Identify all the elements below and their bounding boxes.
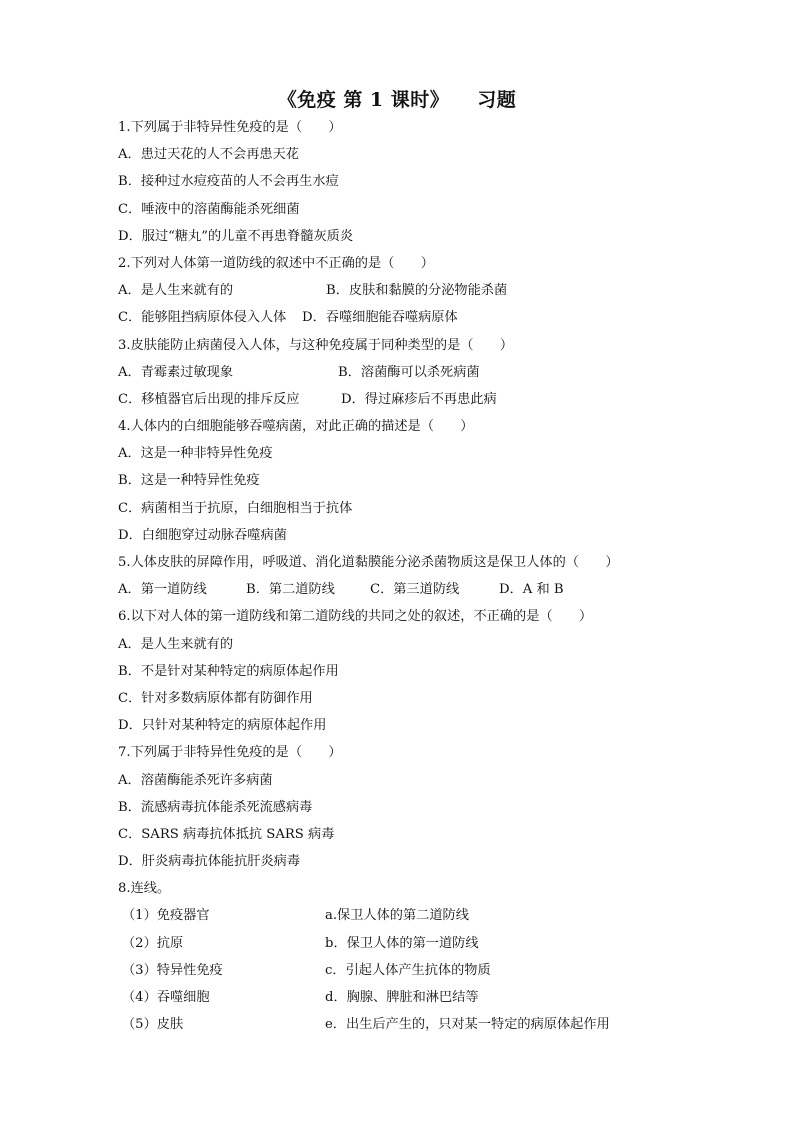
matching-description: e．出生后产生的，只对某一特定的病原体起作用	[325, 1017, 610, 1033]
question-2-stem: 2.下列对人体第一道防线的叙述中不正确的是（ ）	[118, 255, 434, 271]
question-6-option-c: C．针对多数病原体都有防御作用	[118, 690, 313, 706]
question-6-option-b: B．不是针对某种特定的病原体起作用	[118, 663, 339, 679]
matching-description: d．胸腺、脾脏和淋巴结等	[325, 990, 479, 1005]
matching-description: c．引起人体产生抗体的物质	[325, 962, 491, 978]
question-4-option-a: A．这是一种非特异性免疫	[118, 446, 273, 462]
question-2-option-c: C．能够阻挡病原体侵入人体	[118, 310, 287, 326]
matching-row	[118, 930, 678, 957]
question-5-options	[118, 576, 678, 603]
matching-description: a.保卫人体的第二道防线	[325, 908, 469, 924]
question-3-option-c: C．移植器官后出现的排斥反应	[118, 391, 300, 407]
title-main: 《免疫 第 1 课时》	[277, 89, 450, 111]
question-1-stem: 1.下列属于非特异性免疫的是（ ）	[118, 120, 342, 135]
matching-row	[118, 984, 678, 1011]
matching-term: （5）皮肤	[122, 1017, 184, 1033]
question-1-option-c: C．唾液中的溶菌酶能杀死细菌	[118, 201, 300, 217]
question-5-option-d: D．A 和 B	[499, 582, 564, 598]
matching-description: b．保卫人体的第一道防线	[325, 935, 479, 951]
matching-row	[118, 902, 678, 929]
question-3-option-b: B．溶菌酶可以杀死病菌	[338, 364, 480, 380]
question-4-option-c: C．病菌相当于抗原，白细胞相当于抗体	[118, 500, 353, 516]
question-2-option-b: B．皮肤和黏膜的分泌物能杀菌	[326, 283, 508, 299]
question-7-option-c: C．SARS 病毒抗体抵抗 SARS 病毒	[118, 826, 335, 842]
question-1-option-b: B．接种过水痘疫苗的人不会再生水痘	[118, 174, 339, 190]
question-6-stem: 6.以下对人体的第一道防线和第二道防线的共同之处的叙述，不正确的是（ ）	[118, 609, 593, 625]
matching-term: （3）特异性免疫	[122, 962, 223, 978]
page-title	[0, 85, 794, 112]
question-8-stem: 8.连线。	[118, 881, 171, 897]
question-3-options-ab	[118, 359, 678, 386]
question-4-option-b: B．这是一种特异性免疫	[118, 473, 260, 489]
question-3-stem: 3.皮肤能防止病菌侵入人体，与这种免疫属于同种类型的是（ ）	[118, 337, 514, 353]
matching-row	[118, 1011, 678, 1038]
question-7-option-b: B．流感病毒抗体能杀死流感病毒	[118, 799, 313, 815]
question-2-option-a: A．是人生来就有的	[118, 283, 234, 299]
matching-term: （2）抗原	[122, 935, 184, 951]
question-6-option-d: D．只针对某种特定的病原体起作用	[118, 718, 327, 734]
question-list	[118, 114, 678, 1038]
question-2-option-d: D．吞噬细胞能吞噬病原体	[302, 310, 458, 326]
matching-term: （4）吞噬细胞	[122, 990, 210, 1005]
question-2-options-cd	[118, 304, 678, 331]
question-5-option-b: B．第二道防线	[246, 582, 335, 598]
question-1-option-d: D．服过“糖丸”的儿童不再患脊髓灰质炎	[118, 228, 354, 244]
question-2-options-ab	[118, 277, 678, 304]
question-3-options-cd	[118, 386, 678, 413]
question-7-option-a: A．溶菌酶能杀死许多病菌	[118, 772, 273, 788]
question-3-option-a: A．青霉素过敏现象	[118, 364, 234, 380]
matching-row	[118, 957, 678, 984]
question-5-option-a: A．第一道防线	[118, 582, 207, 598]
question-7-option-d: D．肝炎病毒抗体能抗肝炎病毒	[118, 854, 301, 870]
matching-term: （1）免疫器官	[122, 908, 210, 924]
question-4-stem: 4.人体内的白细胞能够吞噬病菌，对此正确的描述是（ ）	[118, 419, 474, 435]
question-1-option-a: A．患过天花的人不会再患天花	[118, 147, 299, 163]
question-4-option-d: D．白细胞穿过动脉吞噬病菌	[118, 527, 287, 543]
question-3-option-d: D．得过麻疹后不再患此病	[341, 391, 497, 407]
question-5-option-c: C．第三道防线	[370, 582, 460, 598]
question-5-stem: 5.人体皮肤的屏障作用，呼吸道、消化道黏膜能分泌杀菌物质这是保卫人体的（ ）	[118, 555, 619, 570]
title-suffix: 习题	[477, 89, 517, 111]
question-7-stem: 7.下列属于非特异性免疫的是（ ）	[118, 745, 342, 761]
question-6-option-a: A．是人生来就有的	[118, 636, 234, 652]
